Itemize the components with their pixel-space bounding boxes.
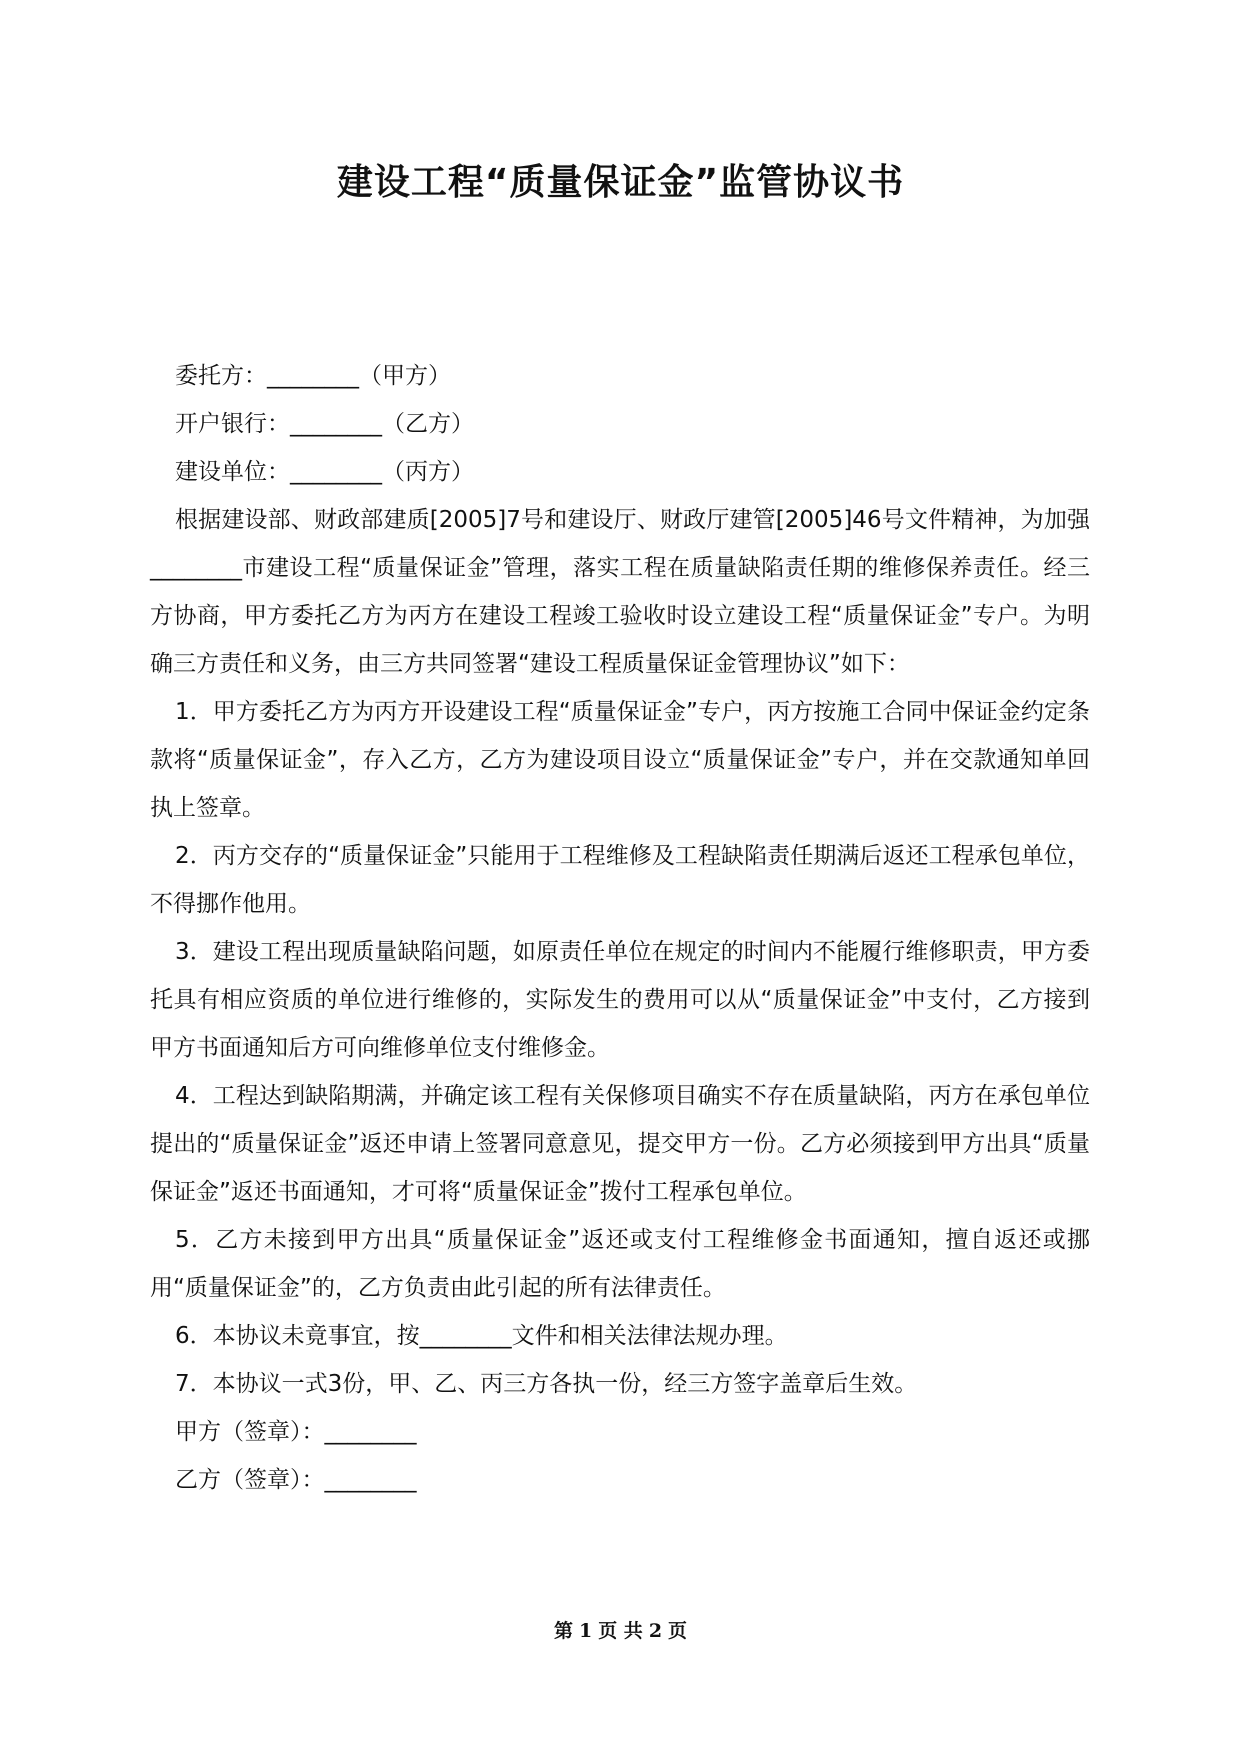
clause-3: 3．建设工程出现质量缺陷问题，如原责任单位在规定的时间内不能履行维修职责，甲方委托具有相应资质的单位进行维修的，实际发生的费用可以从“质量保证金”中支付，乙方接到甲方书面通知后方可向维修单位支付维修金。 bbox=[150, 939, 1090, 1061]
clause-2: 2．丙方交存的“质量保证金”只能用于工程维修及工程缺陷责任期满后返还工程承包单位，不得挪作他用。 bbox=[150, 843, 1090, 917]
party-builder: 建设单位：________（丙方） bbox=[175, 459, 474, 485]
document-body bbox=[150, 352, 1090, 1504]
footer-suffix: 页 bbox=[668, 1620, 688, 1642]
footer-prefix: 第 bbox=[553, 1620, 573, 1642]
footer-total-pages: 2 bbox=[648, 1620, 663, 1642]
signature-party-a: 甲方（签章）：________ bbox=[175, 1419, 417, 1445]
page-footer bbox=[0, 1618, 1241, 1644]
clause-6: 6．本协议未竟事宜，按________文件和相关法律法规办理。 bbox=[175, 1323, 788, 1349]
party-bank: 开户银行：________（乙方） bbox=[175, 411, 474, 437]
party-client: 委托方：________（甲方） bbox=[175, 363, 451, 389]
clause-7: 7．本协议一式3份，甲、乙、丙三方各执一份，经三方签字盖章后生效。 bbox=[175, 1371, 918, 1397]
clause-4: 4．工程达到缺陷期满，并确定该工程有关保修项目确实不存在质量缺陷，丙方在承包单位提出的“质量保证金”返还申请上签署同意意见，提交甲方一份。乙方必须接到甲方出具“质量保证金”返还书面通知，才可将“质量保证金”拨付工程承包单位。 bbox=[150, 1083, 1090, 1205]
signature-party-b: 乙方（签章）：________ bbox=[175, 1467, 417, 1493]
clause-5: 5．乙方未接到甲方出具“质量保证金”返还或支付工程维修金书面通知，擅自返还或挪用“质量保证金”的，乙方负责由此引起的所有法律责任。 bbox=[150, 1227, 1090, 1301]
document-title: 建设工程“质量保证金”监管协议书 bbox=[336, 162, 905, 203]
footer-middle: 页 共 bbox=[598, 1620, 643, 1642]
footer-current-page: 1 bbox=[578, 1620, 593, 1642]
clause-1: 1．甲方委托乙方为丙方开设建设工程“质量保证金”专户，丙方按施工合同中保证金约定条款将“质量保证金”，存入乙方，乙方为建设项目设立“质量保证金”专户，并在交款通知单回执上签章。 bbox=[150, 699, 1090, 821]
intro-paragraph: 根据建设部、财政部建质[2005]7号和建设厅、财政厅建管[2005]46号文件精神，为加强________市建设工程“质量保证金”管理，落实工程在质量缺陷责任期的维修保养责任。经三方协商，甲方委托乙方为丙方在建设工程竣工验收时设立建设工程“质量保证金”专户。为明确三方责任和义务，由三方共同签署“建设工程质量保证金管理协议”如下： bbox=[150, 507, 1090, 677]
